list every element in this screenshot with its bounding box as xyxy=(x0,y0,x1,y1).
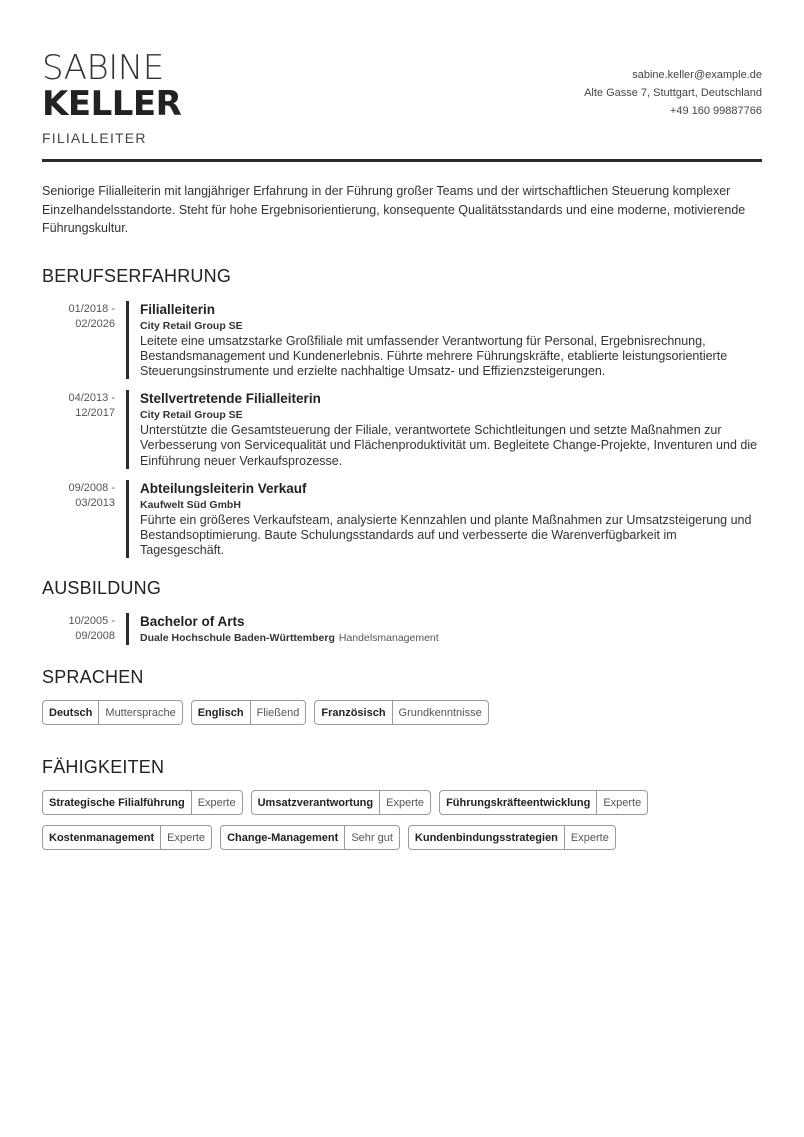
contact-address: Alte Gasse 7, Stuttgart, Deutschland xyxy=(584,87,762,99)
profile-summary: Seniorige Filialleiterin mit langjähriger Erfahrung in der Führung großer Teams und der wirtschaftlichen Steuerung komplexer Einzelhandelsstandorte. Steht für hohe Ergebnisorientierung, konsequente Qualitätsstandards und eine moderne, motivierende Führungskultur. xyxy=(42,184,746,235)
chip-name: Umsatzverantwortung xyxy=(252,791,381,814)
entry-date xyxy=(42,301,126,380)
entry-title: Bachelor of Arts xyxy=(140,614,245,630)
chip-level: Experte xyxy=(197,796,236,809)
section-title-experience: BERUFSERFAHRUNG xyxy=(42,265,232,286)
education-section xyxy=(42,578,762,645)
date-start: 10/2005 - xyxy=(68,615,115,628)
entry-title: Abteilungsleiterin Verkauf xyxy=(140,480,307,496)
chip-name: Kundenbindungsstrategien xyxy=(409,826,565,849)
skill-chip xyxy=(408,825,616,850)
chip-level: Experte xyxy=(570,831,609,844)
chip-level: Grundkenntnisse xyxy=(398,706,482,719)
date-end: 12/2017 xyxy=(75,407,115,420)
experience-entry xyxy=(42,301,762,380)
date-end: 03/2013 xyxy=(75,496,115,509)
entry-organization: City Retail Group SE xyxy=(140,409,243,422)
contact-block xyxy=(584,66,762,120)
chip-name: Englisch xyxy=(192,701,251,724)
chip-name: Französisch xyxy=(315,701,392,724)
resume-header xyxy=(42,0,762,162)
entry-organization: City Retail Group SE xyxy=(140,319,243,332)
chip-name: Strategische Filialführung xyxy=(43,791,192,814)
entry-description: Leitete eine umsatzstarke Großfiliale mit umfassender Verantwortung für Personal, Ergebnisrechnung, Bestandsmanagement und Kundenerlebnis. Führte mehrere Führungskräfte, etablierte leistungsorientierte Steuerungsinstrumente und erzielte nachhaltige Umsatz- und Effizienzsteigerungen. xyxy=(140,333,728,378)
chip-level: Sehr gut xyxy=(351,831,393,844)
skill-chip xyxy=(42,790,243,815)
experience-section xyxy=(42,266,762,559)
section-title-education: AUSBILDUNG xyxy=(42,578,162,599)
skill-chip xyxy=(439,790,648,815)
field-of-study: Handelsmanagement xyxy=(338,632,439,645)
skills-section xyxy=(42,757,762,860)
experience-entry xyxy=(42,390,762,469)
chip-name: Führungskräfteentwicklung xyxy=(440,791,597,814)
entry-body xyxy=(126,613,762,645)
date-start: 01/2018 - xyxy=(68,302,115,315)
last-name: KELLER xyxy=(42,84,182,124)
language-chip xyxy=(314,700,488,725)
contact-email: sabine.keller@example.de xyxy=(632,69,762,81)
job-role: FILIALLEITER xyxy=(42,130,147,146)
date-start: 04/2013 - xyxy=(68,392,115,405)
language-chips xyxy=(42,700,762,735)
chip-level: Experte xyxy=(167,831,206,844)
chip-name: Change-Management xyxy=(221,826,345,849)
entry-description: Unterstützte die Gesamtsteuerung der Filiale, verantwortete Schichtleitungen und setzte Maßnahmen zur Verbesserung von Servicequalität und Flächenproduktivität um. Begleitete Change-Projekte, Inventuren und die Einführung neuer Verkaufsprozesse. xyxy=(140,423,758,468)
skill-chip xyxy=(251,790,431,815)
chip-level: Fließend xyxy=(256,706,300,719)
first-name: SABINE xyxy=(42,48,164,88)
entry-title: Filialleiterin xyxy=(140,301,216,317)
entry-title: Stellvertretende Filialleiterin xyxy=(140,391,321,407)
skill-chips xyxy=(42,790,762,860)
section-title-languages: SPRACHEN xyxy=(42,667,144,688)
date-end: 09/2008 xyxy=(75,630,115,643)
language-chip xyxy=(42,700,183,725)
entry-body xyxy=(126,390,762,469)
entry-description: Führte ein größeres Verkaufsteam, analysierte Kennzahlen und plante Maßnahmen zur Umsatzsteigerung und Bestandsoptimierung. Baute Schulungsstandards auf und verbesserte die Warenverfügbarkeit im Tagesgeschäft. xyxy=(140,512,752,558)
contact-phone: +49 160 99887766 xyxy=(669,105,762,117)
skill-chip xyxy=(220,825,400,850)
chip-level: Experte xyxy=(603,796,642,809)
date-start: 09/2008 - xyxy=(68,481,115,494)
entry-body xyxy=(126,480,762,559)
education-entry xyxy=(42,613,762,645)
institution-name: Duale Hochschule Baden-Württemberg xyxy=(140,632,335,645)
chip-name: Kostenmanagement xyxy=(43,826,161,849)
skill-chip xyxy=(42,825,212,850)
experience-entry xyxy=(42,480,762,559)
entry-body xyxy=(126,301,762,380)
chip-name: Deutsch xyxy=(43,701,99,724)
entry-date xyxy=(42,480,126,559)
entry-date xyxy=(42,390,126,469)
date-end: 02/2026 xyxy=(75,317,115,330)
entry-date xyxy=(42,613,126,645)
chip-level: Experte xyxy=(386,796,425,809)
language-chip xyxy=(191,700,307,725)
section-title-skills: FÄHIGKEITEN xyxy=(42,757,165,778)
chip-level: Muttersprache xyxy=(105,706,176,719)
languages-section xyxy=(42,667,762,735)
entry-organization: Kaufwelt Süd GmbH xyxy=(140,498,241,511)
entry-organization xyxy=(140,631,762,645)
